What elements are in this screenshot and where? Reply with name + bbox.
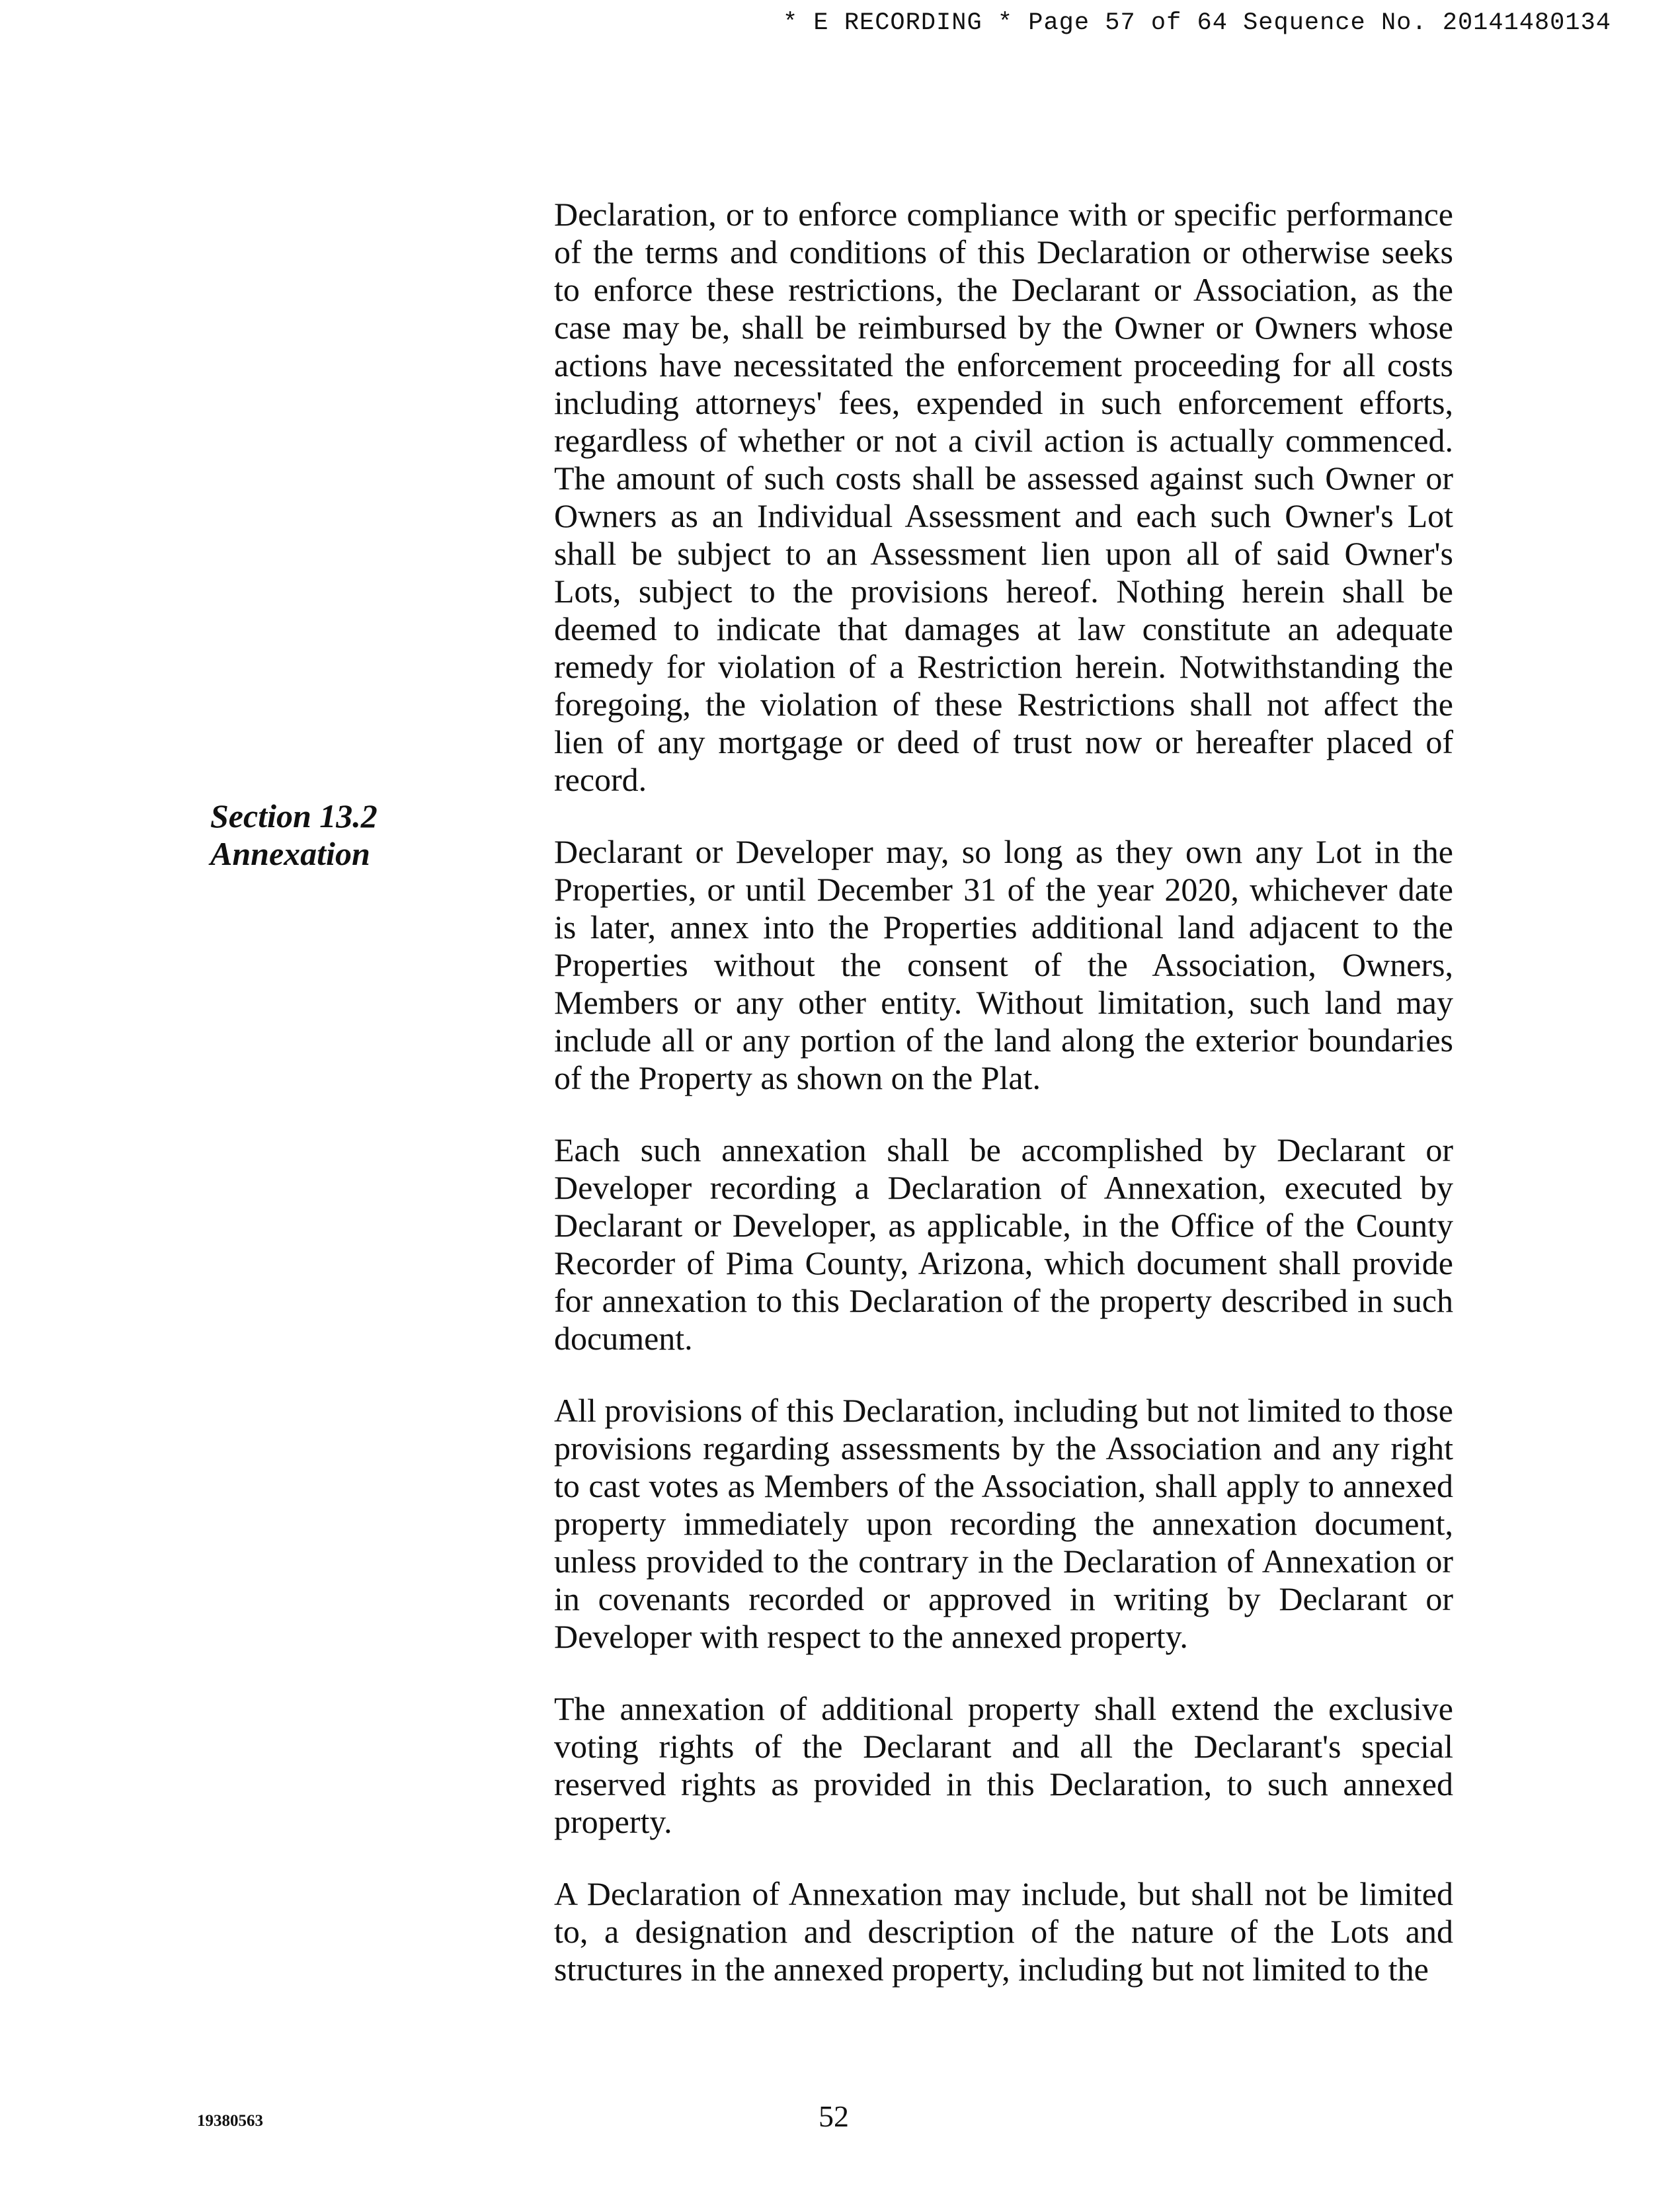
section-heading <box>210 797 378 873</box>
section-title-label: Annexation <box>210 835 370 872</box>
recording-stamp-header: * E RECORDING * Page 57 of 64 Sequence No. 20141480134 <box>783 9 1611 37</box>
paragraph-enforcement-costs: Declaration, or to enforce compliance with or specific performance of the terms and conditions of this Declaration or otherwise seeks to enforce these restrictions, the Declarant or Association, as the case may be, shall be reimbursed by the Owner or Owners whose actions have necessitated the enforcement proceeding for all costs including attorneys' fees, expended in such enforcement efforts, regardless of whether or not a civil action is actually commenced. The amount of such costs shall be assessed against such Owner or Owners as an Individual Assessment and each such Owner's Lot shall be subject to an Assessment lien upon all of said Owner's Lots, subject to the provisions hereof. Nothing herein shall be deemed to indicate that damages at law constitute an adequate remedy for violation of a Restriction herein. Notwithstanding the foregoing, the violation of these Restrictions shall not affect the lien of any mortgage or deed of trust now or hereafter placed of record. <box>554 196 1453 798</box>
document-id: 19380563 <box>197 2112 263 2130</box>
paragraph-annexation-rights: Declarant or Developer may, so long as they own any Lot in the Properties, or until December 31 of the year 2020, whichever date is later, annex into the Properties additional land adjacent to the Properties without the consent of the Association, Owners, Members or any other entity. Without limitation, such land may include all or any portion of the land along the exterior boundaries of the Property as shown on the Plat. <box>554 833 1453 1096</box>
paragraph-declaration-contents: A Declaration of Annexation may include, but shall not be limited to, a designation and description of the nature of the Lots and structures in the annexed property, including but not limited to the <box>554 1875 1453 1988</box>
paragraph-annexation-procedure: Each such annexation shall be accomplished by Declarant or Developer recording a Declaration of Annexation, executed by Declarant or Developer, as applicable, in the Office of the County Recorder of Pima County, Arizona, which document shall provide for annexation to this Declaration of the property described in such document. <box>554 1131 1453 1357</box>
page-number: 52 <box>819 2099 849 2133</box>
paragraph-annexation-provisions: All provisions of this Declaration, including but not limited to those provisions regarding assessments by the Association and any right to cast votes as Members of the Association, shall apply to annexed property immediately upon recording the annexation document, unless provided to the contrary in the Declaration of Annexation or in covenants recorded or approved in writing by Declarant or Developer with respect to the annexed property. <box>554 1392 1453 1655</box>
paragraph-voting-rights: The annexation of additional property shall extend the exclusive voting rights of the Declarant and all the Declarant's special reserved rights as provided in this Declaration, to such annexed property. <box>554 1690 1453 1840</box>
section-number-label: Section 13.2 <box>210 797 378 834</box>
document-body <box>554 196 1453 2023</box>
